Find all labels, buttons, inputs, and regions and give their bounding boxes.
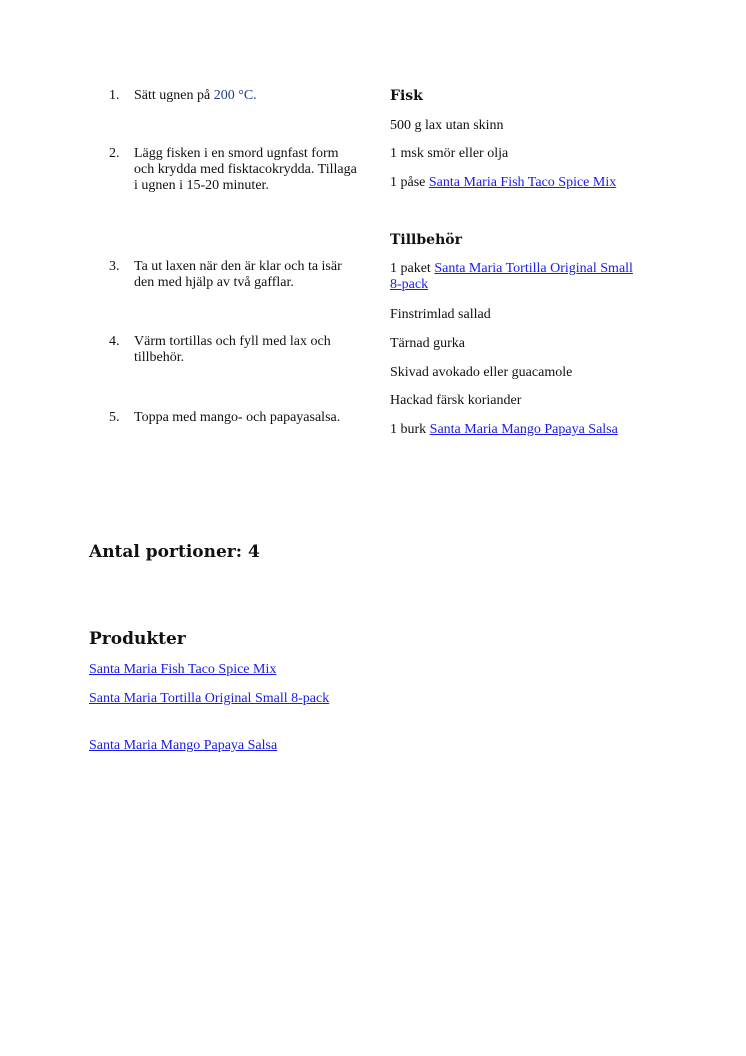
ingredient-item: 1 msk smör eller olja	[390, 146, 509, 161]
step-text: Lägg fisken i en smord ugnfast form och krydda med fisktacokrydda. Tillaga i ugnen i 15-20 minuter.	[134, 146, 357, 193]
step-text: Sätt ugnen på	[134, 88, 214, 103]
ingredient-item: 500 g lax utan skinn	[390, 118, 504, 133]
fisk-heading: Fisk	[390, 88, 423, 104]
product-link-item	[89, 738, 359, 754]
product-mango-papaya-salsa-link[interactable]: Santa Maria Mango Papaya Salsa	[89, 738, 278, 753]
product-link-item	[89, 662, 359, 678]
step-number: 5.	[109, 410, 120, 425]
ingredient-prefix: 1 paket	[390, 261, 435, 276]
step-number: 2.	[109, 146, 120, 161]
ingredient-item: Hackad färsk koriander	[390, 393, 522, 408]
fish-taco-spice-mix-link[interactable]: Santa Maria Fish Taco Spice Mix	[428, 175, 617, 190]
product-fish-taco-spice-mix-link[interactable]: Santa Maria Fish Taco Spice Mix	[89, 662, 277, 677]
ingredient-item: Finstrimlad sallad	[390, 307, 491, 322]
ingredient-item: Tärnad gurka	[390, 336, 466, 351]
step-text: Toppa med mango- och papayasalsa.	[134, 410, 341, 425]
step-text: Värm tortillas och fyll med lax och tillbehör.	[134, 334, 331, 365]
ingredient-prefix: 1 påse	[390, 175, 429, 190]
step-number: 3.	[109, 259, 120, 274]
oven-temperature: 200 °C.	[213, 88, 257, 103]
ingredient-item	[390, 175, 680, 191]
product-link-item	[89, 691, 349, 707]
products-heading: Produkter	[89, 629, 186, 649]
ingredient-item	[390, 422, 680, 438]
ingredient-prefix: 1 burk	[390, 422, 430, 437]
tortilla-original-link[interactable]: Santa Maria Tortilla Original Small 8-pack	[390, 261, 633, 292]
ingredient-item	[390, 261, 640, 293]
mango-papaya-salsa-link[interactable]: Santa Maria Mango Papaya Salsa	[429, 422, 618, 437]
ingredient-item: Skivad avokado eller guacamole	[390, 365, 573, 380]
step-number: 1.	[109, 88, 120, 103]
portions-heading: Antal portioner: 4	[89, 542, 260, 562]
step-text: Ta ut laxen när den är klar och ta isär den med hjälp av två gafflar.	[134, 259, 342, 290]
product-tortilla-original-link[interactable]: Santa Maria Tortilla Original Small 8-pack	[89, 691, 330, 706]
step-number: 4.	[109, 334, 120, 349]
tillbehor-heading: Tillbehör	[390, 232, 462, 248]
